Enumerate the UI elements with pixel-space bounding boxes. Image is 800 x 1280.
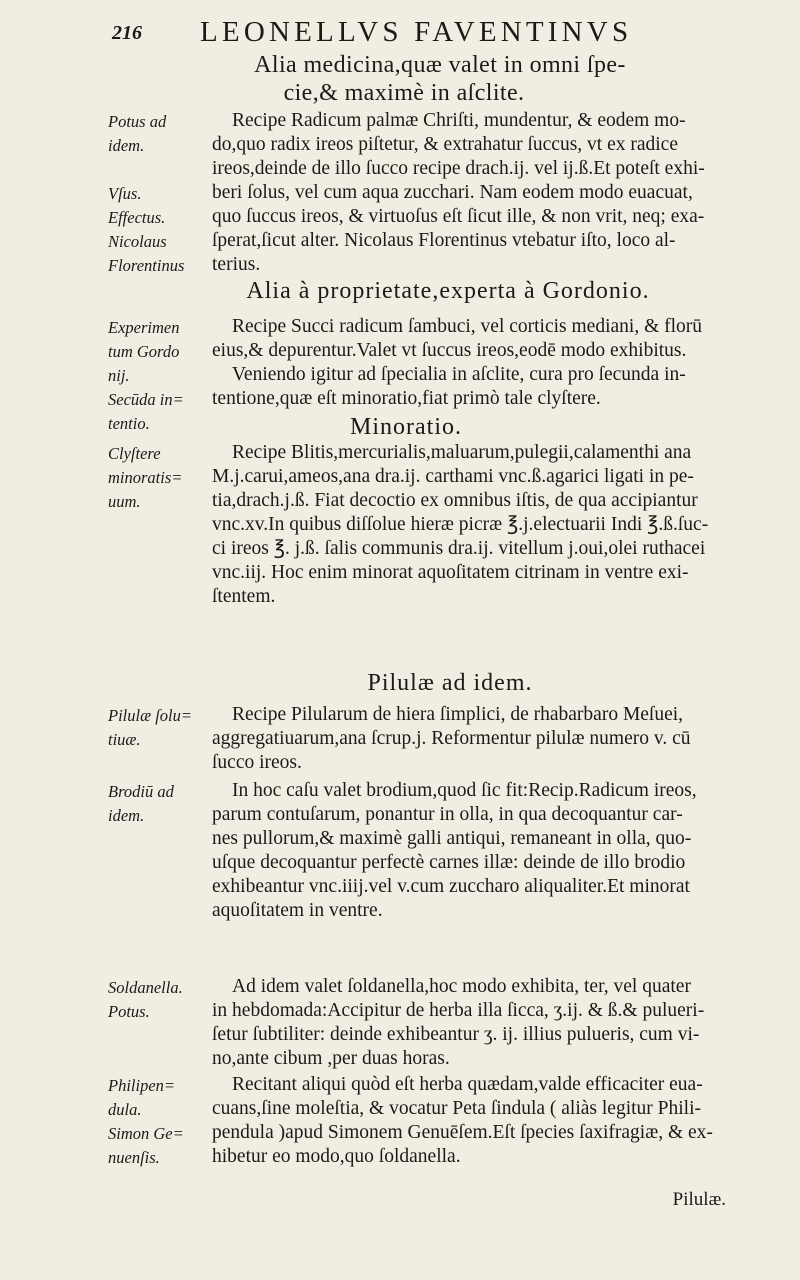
side-note: Nicolaus — [108, 232, 167, 251]
text-line: ſucco ireos. — [212, 752, 302, 773]
text-line: Ad idem valet ſoldanella,hoc modo exhibita, ter, vel quater — [232, 976, 691, 997]
text-line: uſque decoquantur perfectè carnes illæ: deinde de illo brodio — [212, 852, 686, 873]
side-note: Soldanella. — [108, 978, 183, 997]
side-note: Effectus. — [108, 208, 166, 227]
text-line: ſperat,ſicut alter. Nicolaus Florentinus vtebatur iſto, loco al- — [212, 230, 676, 251]
side-note: nuenſis. — [108, 1148, 160, 1167]
text-line: parum contuſarum, ponantur in olla, in qua decoquantur car- — [212, 804, 683, 825]
side-note: tum Gordo — [108, 342, 180, 361]
catchword: Pilulæ. — [672, 1189, 726, 1210]
side-note: idem. — [108, 806, 145, 825]
text-line: Recipe Succi radicum ſambuci, vel corticis mediani, & florū — [232, 316, 703, 337]
text-line: Veniendo igitur ad ſpecialia in aſclite, cura pro ſecunda in- — [232, 364, 686, 385]
text-line: Recipe Blitis,mercurialis,maluarum,pulegii,calamenthi ana — [232, 442, 692, 463]
text-line: in hebdomada:Accipitur de herba illa ſicca, ʒ.ij. & ß.& pulueri- — [212, 1000, 705, 1021]
text-line: M.j.carui,ameos,ana dra.ij. carthami vnc.ß.agarici ligati in pe- — [212, 466, 694, 487]
section-heading-4: Pilulæ ad idem. — [367, 670, 533, 696]
side-note: Philipen= — [108, 1076, 176, 1095]
text-line: eius,& depurentur.Valet vt ſuccus ireos,eodē modo exhibitus. — [212, 340, 687, 361]
text-line: tentione,quæ eſt minoratio,fiat primò tale clyſtere. — [212, 388, 601, 409]
side-note: Simon Ge= — [108, 1124, 184, 1143]
text-line: aquoſitatem in ventre. — [212, 900, 383, 921]
text-line: ireos,deinde de illo ſucco recipe drach.ij. vel ij.ß.Et poteſt exhi- — [212, 158, 705, 179]
section-heading-2: Alia à proprietate,experta à Gordonio. — [246, 278, 650, 304]
section-heading-1b: cie,& maximè in aſclite. — [283, 80, 525, 106]
page-number: 216 — [112, 22, 142, 44]
text-line: do,quo radix ireos piſtetur, & extrahatur ſuccus, vt ex radice — [212, 134, 678, 155]
text-line: pendula )apud Simonem Genuēſem.Eſt ſpecies ſaxifragiæ, & ex- — [212, 1122, 713, 1143]
side-note: idem. — [108, 136, 145, 155]
text-line: no,ante cibum ,per duas horas. — [212, 1048, 450, 1069]
text-line: aggregatiuarum,ana ſcrup.j. Reformentur pilulæ numero v. cū — [212, 728, 691, 749]
text-line: cuans,ſine moleſtia, & vocatur Peta ſindula ( aliàs legitur Phili- — [212, 1098, 702, 1119]
side-note: tentio. — [108, 414, 150, 433]
text-line: quo ſuccus ireos, & virtuoſus eſt ſicut ille, & non vrit, neq; exa- — [212, 206, 705, 227]
page-header — [0, 14, 800, 54]
side-note: nij. — [108, 366, 130, 385]
text-line: beri ſolus, vel cum aqua zucchari. Nam eodem modo euacuat, — [212, 182, 693, 203]
text-line: Recipe Radicum palmæ Chriſti, mundentur, & eodem mo- — [232, 110, 686, 131]
text-line: Recipe Pilularum de hiera ſimplici, de rhabarbaro Meſuei, — [232, 704, 684, 725]
text-line: ci ireos ℥. j.ß. ſalis communis dra.ij. vitellum j.oui,olei ruthacei — [212, 538, 706, 559]
text-line: ſetur ſubtiliter: deinde exhibeantur ʒ. ij. illius pulueris, cum vi- — [212, 1024, 700, 1045]
section-heading-1a: Alia medicina,quæ valet in omni ſpe- — [254, 52, 626, 78]
text-line: vnc.iij. Hoc enim minorat aquoſitatem citrinam in ventre exi- — [212, 562, 689, 583]
side-note: Florentinus — [108, 256, 185, 275]
section-heading-3: Minoratio. — [350, 414, 462, 440]
side-note: Experimen — [108, 318, 180, 337]
running-title: LEONELLVS FAVENTINVS — [200, 16, 633, 48]
side-note: Secūda in= — [108, 390, 184, 409]
text-line: nes pullorum,& maximè galli antiqui, remaneant in olla, quo- — [212, 828, 692, 849]
side-note: Clyſtere — [108, 444, 161, 463]
side-note: Pilulæ ſolu= — [108, 706, 193, 725]
text-line: Recitant aliqui quòd eſt herba quædam,valde efficaciter eua- — [232, 1074, 703, 1095]
text-line: vnc.xv.In quibus diſſolue hieræ picræ ℥.j.electuarii Indi ℥.ß.ſuc- — [212, 514, 709, 535]
side-note: dula. — [108, 1100, 142, 1119]
text-line: tia,drach.j.ß. Fiat decoctio ex omnibus iſtis, de qua accipiantur — [212, 490, 698, 511]
side-note: minoratis= — [108, 468, 183, 487]
text-line: terius. — [212, 254, 261, 275]
text-line: exhibeantur vnc.iiij.vel v.cum zuccharo aliqualiter.Et minorat — [212, 876, 690, 897]
side-note: Brodiū ad — [108, 782, 174, 801]
text-line: In hoc caſu valet brodium,quod ſic fit:Recip.Radicum ireos, — [232, 780, 697, 801]
side-note: uum. — [108, 492, 141, 511]
side-note: Potus. — [108, 1002, 150, 1021]
side-note: Potus ad — [108, 112, 167, 131]
side-note: Vſus. — [108, 184, 142, 203]
text-line: ſtentem. — [212, 586, 276, 607]
side-note: tiuæ. — [108, 730, 141, 749]
text-line: hibetur eo modo,quo ſoldanella. — [212, 1146, 461, 1167]
